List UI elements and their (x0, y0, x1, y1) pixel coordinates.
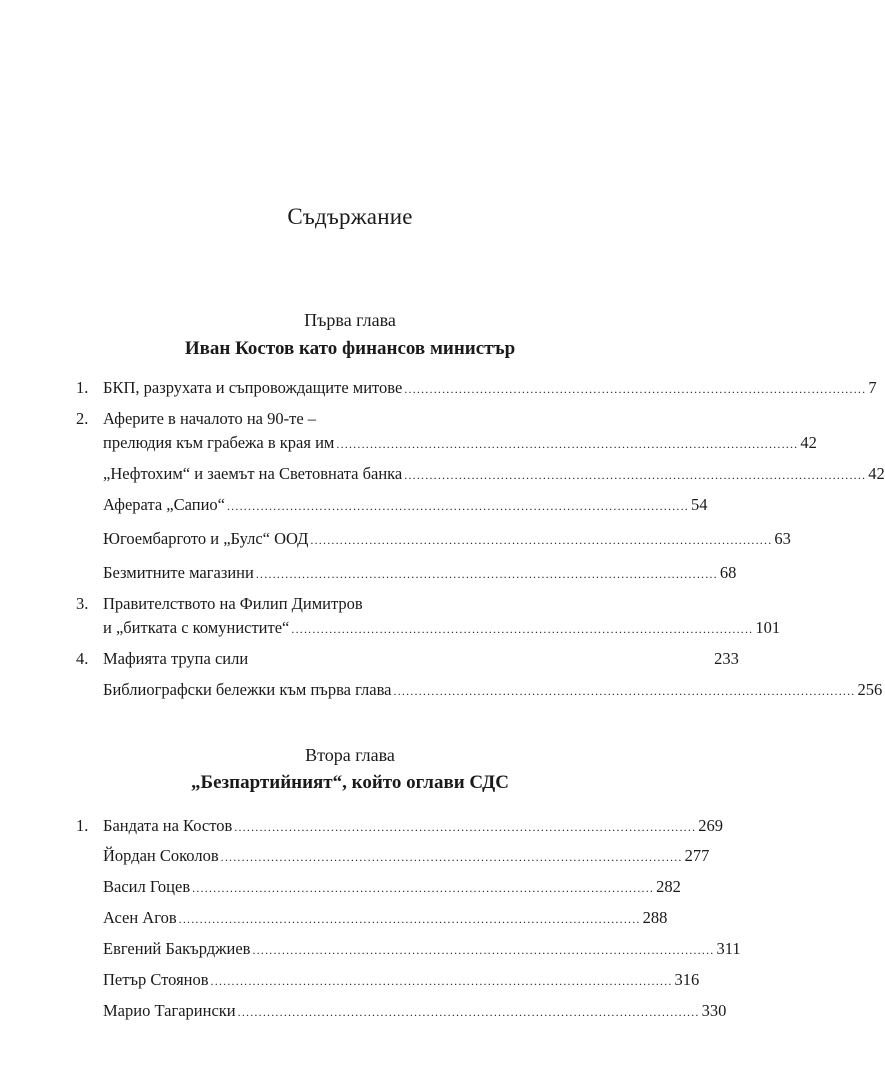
toc-entry-title: Аферата „Сапио“ (103, 495, 225, 514)
toc-entry-title: Безмитните магазини (103, 563, 254, 582)
dot-leader: .............................................................................................................. (404, 382, 867, 396)
toc-entry[interactable] (0, 376, 877, 400)
toc-entry[interactable] (0, 592, 700, 616)
toc-entry-page: 282 (656, 877, 681, 896)
toc-entry-title: Йордан Соколов (103, 846, 219, 865)
dot-leader: .............................................................................................................. (237, 1005, 700, 1019)
chapter-2-title: „Безпартийният“, който оглави СДС (191, 772, 509, 793)
dot-leader: .............................................................................................................. (226, 499, 689, 513)
toc-entry-page: 233 (714, 649, 739, 668)
toc-entry-title: Библиографски бележки към първа глава (103, 680, 392, 699)
toc-entry-page: 63 (774, 529, 791, 548)
dot-leader: .............................................................................................................. (220, 850, 683, 864)
toc-entry-title: Петър Стоянов (103, 970, 209, 989)
toc-entry-title-line1: Аферите в началото на 90-те – (103, 409, 317, 428)
toc-entry[interactable] (0, 493, 708, 517)
chapter-1-label: Първа глава (304, 310, 396, 330)
dot-leader: .............................................................................................................. (210, 974, 673, 988)
toc-entry-title-line1: Правителството на Филип Димитров (103, 594, 363, 613)
toc-entry[interactable] (0, 527, 791, 551)
toc-entry-page: 330 (701, 1001, 727, 1020)
toc-entry-number: 3. (76, 594, 89, 613)
chapter-2-label: Втора глава (305, 745, 395, 765)
toc-entry-continuation[interactable] (0, 431, 817, 455)
toc-entry-page: 7 (868, 378, 877, 397)
dot-leader: .............................................................................................................. (234, 820, 697, 834)
dot-leader: .............................................................................................................. (255, 567, 718, 581)
toc-entry-title: Марио Тагарински (103, 1001, 236, 1020)
toc-entry[interactable] (0, 844, 710, 868)
toc-entry-title: Югоембаргото и „Булс“ ООД (103, 529, 309, 548)
toc-entry-page: 54 (690, 495, 708, 514)
toc-entry-title: „Нефтохим“ и заемът на Световната банка (103, 464, 403, 483)
toc-entry-page: 101 (755, 618, 781, 637)
dot-leader: .............................................................................................................. (178, 912, 641, 926)
toc-entry-title: Бандата на Костов (103, 816, 233, 835)
toc-entry-page: 269 (698, 816, 724, 835)
toc-entry[interactable] (0, 814, 724, 838)
dot-leader: .............................................................................................................. (291, 622, 754, 636)
toc-entry[interactable] (0, 647, 739, 671)
toc-entry[interactable] (0, 968, 700, 992)
toc-entry-number: 1. (76, 816, 89, 835)
dot-leader: .............................................................................................................. (336, 437, 799, 451)
dot-leader: .............................................................................................................. (404, 468, 867, 482)
dot-leader: .............................................................................................................. (393, 684, 856, 698)
toc-entry-continuation[interactable] (0, 616, 781, 640)
toc-entry-number: 2. (76, 409, 89, 428)
toc-entry-title: Васил Гоцев (103, 877, 191, 896)
toc-entry-title: прелюдия към грабежа в края им (103, 433, 335, 452)
chapter-1-title: Иван Костов като финансов министър (184, 338, 516, 359)
toc-entry-page: 42 (800, 433, 817, 452)
toc-entry[interactable] (0, 462, 885, 486)
toc-entry[interactable] (0, 999, 727, 1023)
toc-entry-title: Асен Агов (103, 908, 177, 927)
toc-entry-page: 311 (716, 939, 741, 958)
toc-entry-number: 1. (76, 378, 89, 397)
page-title: Съдържание (287, 204, 413, 229)
toc-entry[interactable] (0, 875, 700, 899)
toc-entry-number: 4. (76, 649, 89, 668)
toc-entry-title: Евгений Бакърджиев (103, 939, 251, 958)
toc-entry[interactable] (0, 678, 883, 702)
toc-entry[interactable] (0, 407, 700, 431)
toc-entry-title: Мафията трупа сили (103, 649, 249, 668)
dot-leader: .............................................................................................................. (192, 881, 655, 895)
dot-leader: .............................................................................................................. (310, 533, 773, 547)
dot-leader: .............................................................................................................. (252, 943, 715, 957)
toc-entry-page: 277 (684, 846, 710, 865)
toc-entry[interactable] (0, 937, 741, 961)
toc-entry-page: 68 (719, 563, 737, 582)
toc-entry-page: 288 (642, 908, 668, 927)
toc-entry-page: 256 (857, 680, 883, 699)
toc-entry-title: БКП, разрухата и съпровождащите митове (103, 378, 403, 397)
toc-entry-page: 42 (868, 464, 885, 483)
toc-entry-title: и „битката с комунистите“ (103, 618, 290, 637)
toc-entry[interactable] (0, 561, 737, 585)
toc-entry[interactable] (0, 906, 700, 930)
toc-entry-page: 316 (674, 970, 700, 989)
